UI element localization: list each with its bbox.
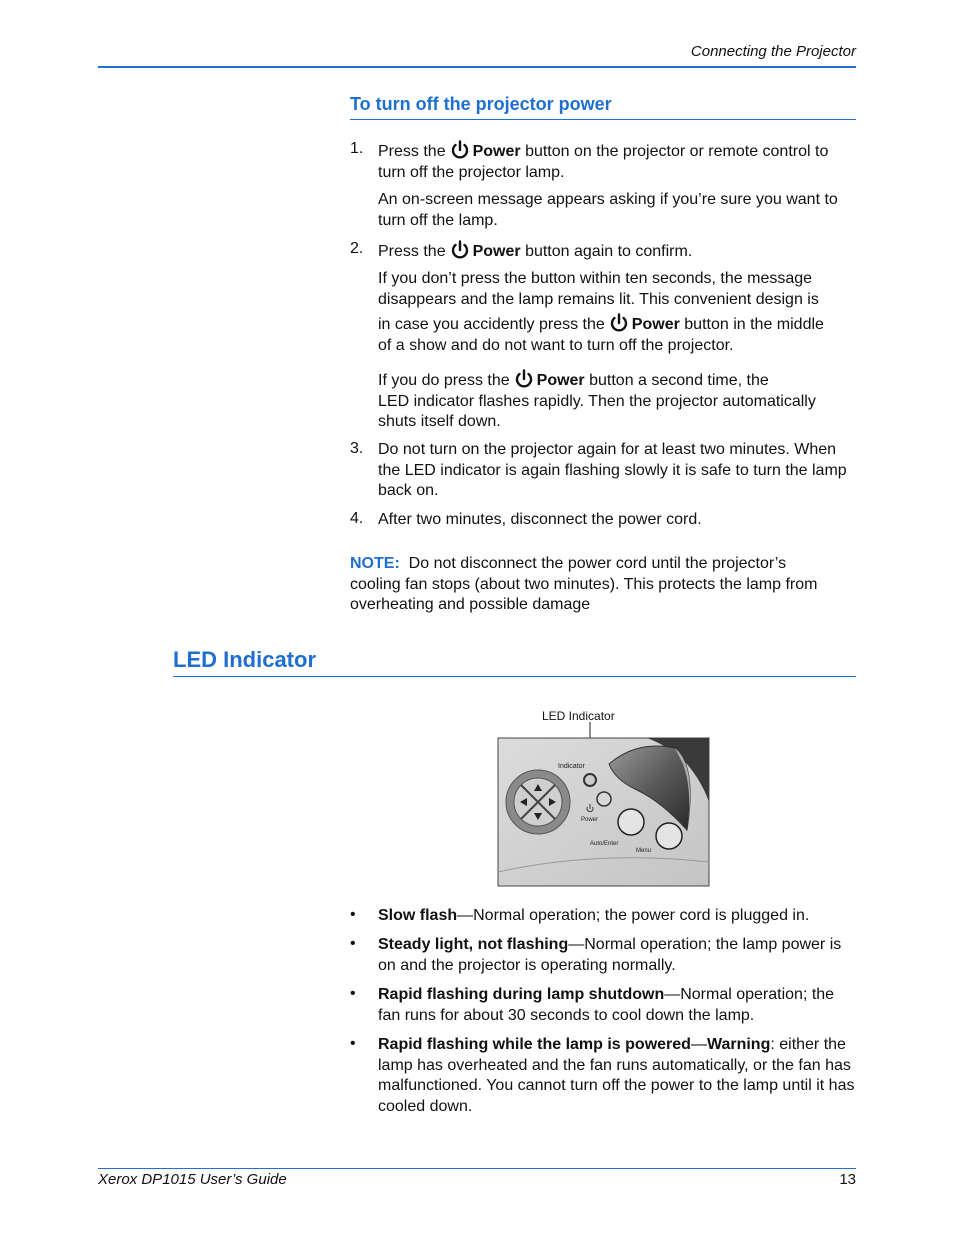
bullet-marker: •: [350, 935, 356, 952]
list-item: Steady light, not flashing—Normal operation; the lamp power is on and the projector is operating normally.: [378, 936, 842, 974]
running-header: Connecting the Projector: [690, 43, 856, 60]
note-label: NOTE:: [350, 555, 400, 572]
list-item: Rapid flashing while the lamp is powered—Warning: either the lamp has overheated and the fan runs automatically, or the fan has malfunctioned. You cannot turn off the power to the lamp until it has cooled down.: [378, 1036, 855, 1115]
step-text: After two minutes, disconnect the power cord.: [378, 511, 702, 528]
section-title: LED Indicator: [173, 647, 317, 672]
step-number: 1.: [350, 140, 364, 157]
step-note: If you do press the Power button a second time, the LED indicator flashes rapidly. Then the projector automatically shuts itself down.: [378, 369, 856, 433]
power-icon: [609, 313, 629, 333]
page-number: 13: [839, 1171, 856, 1188]
panel-label-menu: Menu: [636, 848, 652, 854]
list-item: Rapid flashing during lamp shutdown—Normal operation; the fan runs for about 30 seconds to cool down the lamp.: [378, 986, 835, 1024]
note-box: [350, 554, 830, 616]
step-note: An on-screen message appears asking if you’re sure you want to turn off the lamp.: [378, 191, 838, 229]
step-number: 4.: [350, 510, 364, 527]
step-note: If you don’t press the button within ten seconds, the message disappears and the lamp remains lit. This convenient design is in case you accidently press the Power button in the middle of a show and do not want to turn off the projector.: [378, 270, 824, 354]
step-text: Press the Power button on the projector or remote control to turn off the projector lamp.: [378, 140, 856, 183]
footer-title: Xerox DP1015 User’s Guide: [98, 1171, 287, 1188]
projector-panel-figure: [497, 722, 711, 888]
power-icon: [450, 140, 470, 160]
list-item: Slow flash—Normal operation; the power cord is plugged in.: [378, 907, 810, 924]
step-number: 3.: [350, 440, 364, 457]
panel-label-power: Power: [581, 817, 599, 823]
note-text: Do not disconnect the power cord until the projector’s cooling fan stops (about two minutes). This protects the lamp from overheating and possible damage: [350, 555, 818, 613]
procedure-title: To turn off the projector power: [350, 94, 612, 114]
header-rule: [98, 66, 856, 68]
footer-rule: [98, 1168, 856, 1169]
bullet-marker: •: [350, 906, 356, 923]
bullet-marker: •: [350, 1035, 356, 1052]
power-icon: [450, 240, 470, 260]
step-number: 2.: [350, 240, 364, 257]
figure-callout: LED Indicator: [542, 709, 615, 723]
power-icon: [514, 369, 534, 389]
bullet-marker: •: [350, 985, 356, 1002]
section-rule: [173, 676, 856, 677]
procedure-rule: [350, 119, 856, 120]
panel-label-indicator: Indicator: [558, 763, 585, 770]
step-text: Press the Power button again to confirm.: [378, 240, 856, 263]
step-text: Do not turn on the projector again for at least two minutes. When the LED indicator is again flashing slowly it is safe to turn the lamp back on.: [378, 441, 847, 499]
panel-label-auto-enter: Auto/Enter: [590, 841, 619, 847]
